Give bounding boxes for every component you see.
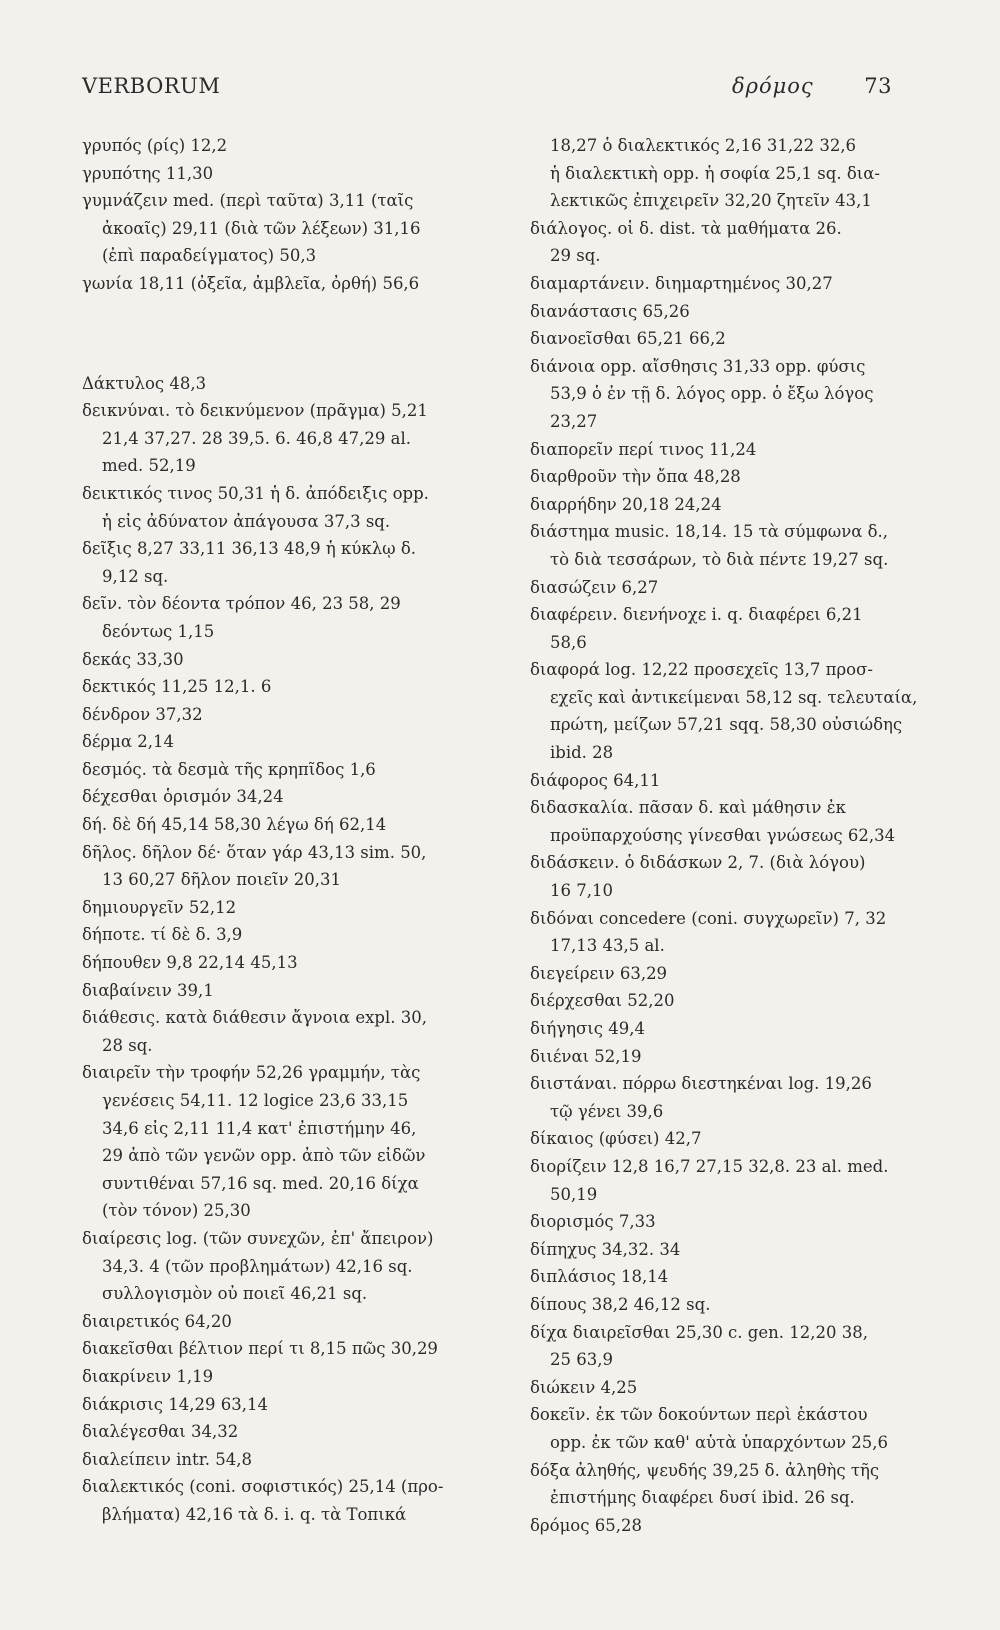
index-entry: δεκάς 33,30	[82, 649, 184, 669]
index-entry-continuation: τὸ διὰ τεσσάρων, τὸ διὰ πέντε 19,27 sq.	[550, 549, 889, 569]
index-entry-continuation: 23,27	[550, 411, 598, 431]
index-entry-continuation: εχεῖς καὶ ἀντικείμεναι 58,12 sq. τελευταία,	[550, 687, 918, 707]
index-entry: Δάκτυλος 48,3	[82, 373, 207, 393]
index-entry: διδόναι concedere (coni. συγχωρεῖν) 7, 32	[530, 908, 887, 928]
index-entry: διδάσκειν. ὁ διδάσκων 2, 7. (διὰ λόγου)	[530, 853, 866, 873]
index-entry: διαβαίνειν 39,1	[82, 980, 214, 1000]
running-header	[82, 74, 892, 114]
index-entry-continuation: 50,19	[550, 1184, 598, 1204]
left-column	[82, 132, 484, 1529]
index-entry-continuation: ἀκοαῖς) 29,11 (διὰ τῶν λέξεων) 31,16	[102, 218, 421, 238]
index-entry-continuation: 13 60,27 δῆλον ποιεῖν 20,31	[102, 870, 341, 890]
index-entry: γυμνάζειν med. (περὶ ταῦτα) 3,11 (ταῖς	[82, 191, 414, 211]
index-entry-continuation: τῷ γένει 39,6	[550, 1101, 664, 1121]
index-entry: δίκαιος (φύσει) 42,7	[530, 1129, 702, 1149]
index-entry-continuation: ibid. 28	[550, 743, 614, 763]
index-entry-continuation: 25 63,9	[550, 1350, 613, 1370]
index-entry: διανάστασις 65,26	[530, 301, 690, 321]
index-entry-continuation: 58,6	[550, 632, 587, 652]
index-entry: δεικνύναι. τὸ δεικνύμενον (πρᾶγμα) 5,21	[82, 401, 428, 421]
index-entry: διώκειν 4,25	[530, 1377, 638, 1397]
index-entry: γωνία 18,11 (ὀξεῖα, ἀμβλεῖα, ὀρθή) 56,6	[82, 273, 420, 293]
index-entry: δόξα ἀληθής, ψευδής 39,25 δ. ἀληθὴς τῆς	[530, 1460, 880, 1480]
index-entry-continuation: 34,3. 4 (τῶν προβλημάτων) 42,16 sq.	[102, 1256, 413, 1276]
index-entry	[82, 334, 484, 370]
index-entry: δεκτικός 11,25 12,1. 6	[82, 677, 272, 697]
index-entry: δίπους 38,2 46,12 sq.	[530, 1294, 711, 1314]
index-entry: δή. δὲ δή 45,14 58,30 λέγω δή 62,14	[82, 815, 387, 835]
index-entry: διήγησις 49,4	[530, 1019, 645, 1038]
index-entry: διορίζειν 12,8 16,7 27,15 32,8. 23 al. med.	[530, 1156, 889, 1176]
index-entry: δημιουργεῖν 52,12	[82, 897, 237, 917]
index-entry: δεικτικός τινος 50,31 ἡ δ. ἀπόδειξις opp.	[82, 483, 429, 503]
index-entry: δεσμός. τὰ δεσμὰ τῆς κρηπῖδος 1,6	[82, 759, 376, 779]
index-entry: διαίρεσις log. (τῶν συνεχῶν, ἐπ' ἄπειρον)	[82, 1228, 434, 1248]
index-entry-continuation: 21,4 37,27. 28 39,5. 6. 46,8 47,29 al.	[102, 428, 411, 448]
index-entry: γρυπότης 11,30	[82, 163, 214, 183]
index-entry: διπλάσιος 18,14	[530, 1267, 669, 1287]
index-entry-continuation: πρώτη, μείζων 57,21 sqq. 58,30 οὐσιώδης	[550, 715, 903, 735]
index-entry: δίπηχυς 34,32. 34	[530, 1239, 681, 1259]
index-entry: διορισμός 7,33	[530, 1212, 656, 1232]
index-entry: δήποτε. τί δὲ δ. 3,9	[82, 925, 243, 945]
index-entry-continuation: 9,12 sq.	[102, 566, 169, 586]
index-entry: διάνοια opp. αἴσθησις 31,33 opp. φύσις	[530, 356, 866, 376]
index-entry: δίχα διαιρεῖσθαι 25,30 c. gen. 12,20 38,	[530, 1322, 868, 1342]
index-entry-continuation: 18,27 ὁ διαλεκτικός 2,16 31,22 32,6	[550, 136, 857, 155]
index-entry-continuation: δεόντως 1,15	[102, 621, 215, 641]
index-entry: διάστημα music. 18,14. 15 τὰ σύμφωνα δ.,	[530, 522, 889, 542]
index-entry-continuation: med. 52,19	[102, 456, 196, 476]
index-entry-continuation: λεκτικῶς ἐπιχειρεῖν 32,20 ζητεῖν 43,1	[550, 191, 872, 211]
index-entry: διαλέγεσθαι 34,32	[82, 1422, 239, 1442]
index-entry: διιστάναι. πόρρω διεστηκέναι log. 19,26	[530, 1074, 872, 1094]
index-entry-continuation: opp. ἐκ τῶν καθ' αὑτὰ ὑπαρχόντων 25,6	[550, 1432, 888, 1452]
index-entry	[82, 298, 484, 334]
index-entry-continuation: 34,6 εἰς 2,11 11,4 κατ' ἐπιστήμην 46,	[102, 1118, 417, 1138]
index-entry: διανοεῖσθαι 65,21 66,2	[530, 329, 726, 349]
index-entry-continuation: (τὸν τόνον) 25,30	[102, 1201, 251, 1221]
index-entry: διαμαρτάνειν. διημαρτημένος 30,27	[530, 273, 833, 293]
header-catchword: δρόμος	[732, 74, 814, 98]
index-entry: διδασκαλία. πᾶσαν δ. καὶ μάθησιν ἐκ	[530, 798, 846, 818]
index-entry-continuation: ἐπιστήμης διαφέρει δυσί ibid. 26 sq.	[550, 1488, 855, 1508]
index-entry: δένδρον 37,32	[82, 704, 203, 724]
index-entry: διέρχεσθαι 52,20	[530, 991, 675, 1011]
index-entry-continuation: συλλογισμὸν οὐ ποιεῖ 46,21 sq.	[102, 1284, 368, 1304]
header-title: VERBORUM	[82, 74, 221, 98]
index-entry: διάφορος 64,11	[530, 770, 661, 790]
index-entry-continuation: ἡ εἰς ἀδύνατον ἀπάγουσα 37,3 sq.	[102, 511, 391, 531]
index-entry: διαφορά log. 12,22 προσεχεῖς 13,7 προσ-	[530, 660, 873, 680]
index-entry: δεῖξις 8,27 33,11 36,13 48,9 ἡ κύκλῳ δ.	[82, 539, 417, 559]
index-entry: διαρθροῦν τὴν ὄπα 48,28	[530, 467, 741, 487]
index-entry: διαλείπειν intr. 54,8	[82, 1449, 252, 1469]
index-entry-continuation: προϋπαρχούσης γίνεσθαι γνώσεως 62,34	[550, 825, 896, 845]
index-entry: διασώζειν 6,27	[530, 577, 659, 597]
index-entry-continuation: 28 sq.	[102, 1035, 153, 1055]
index-entry-continuation: 29 sq.	[550, 246, 601, 266]
index-entry-continuation: 16 7,10	[550, 881, 613, 901]
index-entry: διαφέρειν. διενήνοχε i. q. διαφέρει 6,21	[530, 605, 863, 625]
index-entry: διάλογος. οἱ δ. dist. τὰ μαθήματα 26.	[530, 218, 842, 238]
index-entry: δῆλος. δῆλον δέ· ὅταν γάρ 43,13 sim. 50,	[82, 842, 427, 862]
index-entry-continuation: 17,13 43,5 al.	[550, 936, 665, 956]
right-column	[530, 132, 938, 1539]
page-number: 73	[864, 74, 892, 98]
index-entry: διαλεκτικός (coni. σοφιστικός) 25,14 (προ-	[82, 1477, 444, 1497]
index-entry-continuation: βλήματα) 42,16 τὰ δ. i. q. τὰ Τοπικά	[102, 1504, 407, 1524]
index-entry: διάθεσις. κατὰ διάθεσιν ἄγνοια expl. 30,	[82, 1008, 427, 1028]
index-entry: διεγείρειν 63,29	[530, 963, 668, 983]
index-entry: δοκεῖν. ἐκ τῶν δοκούντων περὶ ἑκάστου	[530, 1405, 868, 1425]
index-entry: δέχεσθαι ὁρισμόν 34,24	[82, 787, 284, 807]
index-entry-continuation: ἡ διαλεκτικὴ opp. ἡ σοφία 25,1 sq. δια-	[550, 163, 880, 183]
index-entry: δέρμα 2,14	[82, 732, 175, 752]
index-entry: δρόμος 65,28	[530, 1515, 642, 1535]
index-entry: διακρίνειν 1,19	[82, 1366, 214, 1386]
index-entry-continuation: 53,9 ὁ ἐν τῇ δ. λόγος opp. ὁ ἔξω λόγος	[550, 384, 874, 404]
index-entry: διαρρήδην 20,18 24,24	[530, 494, 722, 514]
index-entry-continuation: 29 ἀπὸ τῶν γενῶν opp. ἀπὸ τῶν εἰδῶν	[102, 1146, 426, 1166]
index-entry-continuation: (ἐπὶ παραδείγματος) 50,3	[102, 246, 317, 266]
index-entry: διαιρετικός 64,20	[82, 1311, 232, 1331]
index-entry-continuation: συντιθέναι 57,16 sq. med. 20,16 δίχα	[102, 1173, 419, 1193]
index-entry: γρυπός (ρίς) 12,2	[82, 136, 228, 155]
index-entry: διακεῖσθαι βέλτιον περί τι 8,15 πῶς 30,29	[82, 1339, 438, 1359]
index-entry: διαιρεῖν τὴν τροφήν 52,26 γραμμήν, τὰς	[82, 1063, 421, 1083]
index-entry: δεῖν. τὸν δέοντα τρόπον 46, 23 58, 29	[82, 594, 401, 614]
index-entry: διάκρισις 14,29 63,14	[82, 1394, 268, 1414]
index-entry: διιέναι 52,19	[530, 1046, 642, 1066]
index-entry-continuation: γενέσεις 54,11. 12 logice 23,6 33,15	[102, 1091, 409, 1110]
index-entry: δήπουθεν 9,8 22,14 45,13	[82, 953, 298, 973]
index-entry: διαπορεῖν περί τινος 11,24	[530, 439, 757, 459]
